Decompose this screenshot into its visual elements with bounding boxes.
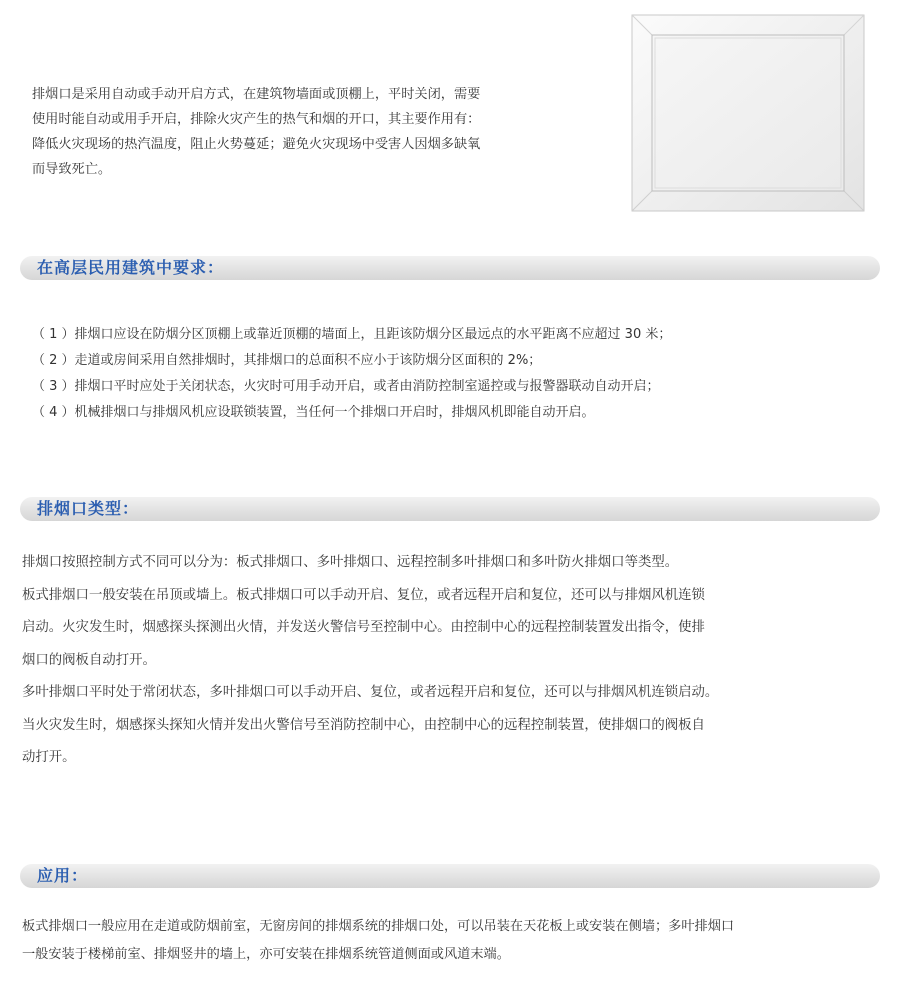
intro-line: 降低火灾现场的热汽温度，阻止火势蔓延；避免火灾现场中受害人因烟多缺氧 (32, 137, 481, 152)
paragraph-line: 动打开。 (22, 750, 76, 765)
paragraph-line: 板式排烟口一般应用在走道或防烟前室，无窗房间的排烟系统的排烟口处，可以吊装在天花板上或安装在侧墙；多叶排烟口 (22, 919, 735, 934)
list-item: （ 2 ）走道或房间采用自然排烟时，其排烟口的总面积不应小于该防烟分区面积的 2%； (32, 353, 542, 368)
list-item: （ 1 ）排烟口应设在防烟分区顶棚上或靠近顶棚的墙面上，且距该防烟分区最远点的水平距离不应超过 30 米； (32, 327, 672, 342)
list-item: （ 4 ）机械排烟口与排烟风机应设联锁装置，当任何一个排烟口开启时，排烟风机即能自动开启。 (32, 405, 595, 420)
smoke-vent-panel-image (630, 13, 866, 213)
requirements-list (32, 322, 882, 426)
intro-line: 而导致死亡。 (32, 162, 112, 177)
intro-line: 使用时能自动或用手开启，排除火灾产生的热气和烟的开口，其主要作用有： (32, 112, 481, 127)
section-bar-types (20, 497, 880, 521)
section-bar-applications (20, 864, 880, 888)
section-title: 排烟口类型： (37, 499, 140, 518)
applications-paragraph (22, 913, 882, 969)
paragraph-line: 当火灾发生时，烟感探头探知火情并发出火警信号至消防控制中心，由控制中心的远程控制装置，使排烟口的阀板自 (22, 717, 705, 733)
section-title: 应用： (37, 866, 89, 885)
intro-paragraph (32, 82, 592, 182)
section-title: 在高层民用建筑中要求： (37, 258, 225, 277)
section-bar-requirements (20, 256, 880, 280)
intro-line: 排烟口是采用自动或手动开启方式，在建筑物墙面或顶棚上，平时关闭，需要 (32, 87, 481, 102)
paragraph-line: 启动。火灾发生时，烟感探头探测出火情，并发送火警信号至控制中心。由控制中心的远程控制装置发出指令，使排 (22, 620, 705, 635)
paragraph-line: 排烟口按照控制方式不同可以分为：板式排烟口、多叶排烟口、远程控制多叶排烟口和多叶防火排烟口等类型。 (22, 555, 679, 570)
list-item: （ 3 ）排烟口平时应处于关闭状态，火灾时可用手动开启，或者由消防控制室遥控或与报警器联动自动开启； (32, 379, 660, 394)
paragraph-line: 多叶排烟口平时处于常闭状态，多叶排烟口可以手动开启、复位，或者远程开启和复位，还可以与排烟风机连锁启动。 (22, 685, 719, 700)
paragraph-line: 板式排烟口一般安装在吊顶或墙上。板式排烟口可以手动开启、复位，或者远程开启和复位，还可以与排烟风机连锁 (22, 587, 705, 603)
paragraph-line: 一般安装于楼梯前室、排烟竖井的墙上，亦可安装在排烟系统管道侧面或风道末端。 (22, 947, 510, 962)
paragraph-line: 烟口的阀板自动打开。 (22, 652, 156, 668)
types-paragraphs (22, 547, 882, 775)
